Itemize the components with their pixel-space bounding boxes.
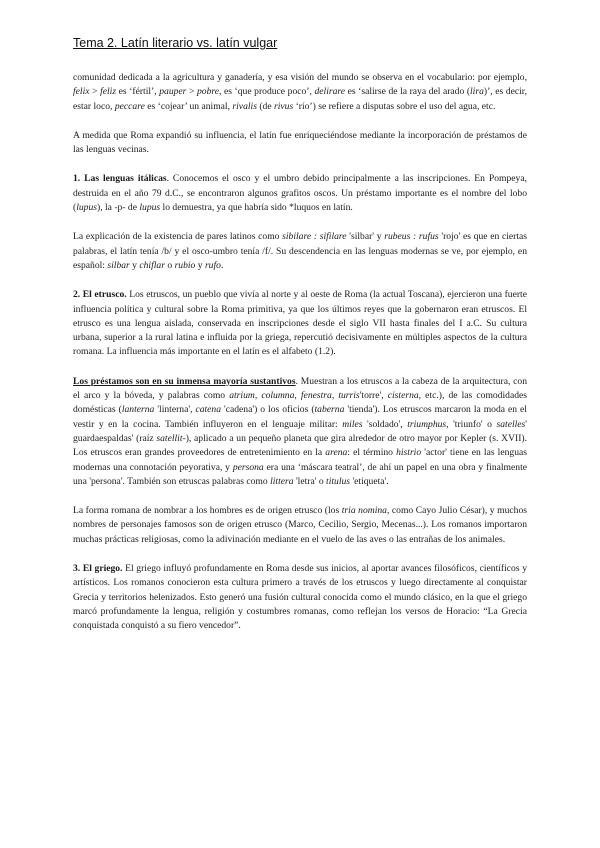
text-run: . Conocemos el osco y el umbro debido principalmente a las inscripciones. En Pompeya, destruida en el año 79 d.C., se encontraron algunos grafitos oscos. Un préstamo importante es el nombre del lobo ( (73, 173, 527, 214)
text-run: , 'triunfo' o (446, 418, 497, 430)
paragraph-nombres-romanos (73, 504, 527, 547)
emphasis-run: satelles (496, 418, 526, 430)
emphasis-run: catena (195, 404, 222, 416)
emphasis-run: rufo (204, 259, 221, 271)
emphasis-run: titulus (326, 475, 351, 487)
text-run: , (294, 390, 301, 402)
text-run: es ‘fértil’, (116, 86, 160, 98)
text-run: 'silbar' y (346, 231, 385, 243)
emphasis-run: taberna (314, 404, 345, 416)
text-run: 'tienda'). Los etruscos marcaron la moda en el vestir y en la cocina. También influyeron en el lenguaje militar: (73, 404, 527, 430)
text-run: ' guardaespaldas' (raíz (73, 418, 528, 444)
text-run: 'actor' tiene en las lenguas modernas una connotación peyorativa, y (73, 447, 527, 473)
text-run: > (89, 86, 101, 98)
emphasis-run: arena (325, 447, 348, 459)
text-run: . Muestran a los etruscos a la cabeza de la arquitectura, con el arco y la bóveda, y palabras como (73, 375, 528, 402)
paragraph-griego (73, 562, 527, 633)
text-run: )’, es decir, estar loco, (73, 86, 528, 112)
text-run: comunidad dedicada a la agricultura y ganadería, y esa visión del mundo se observa en el vocabulario: por ejemplo, (73, 72, 527, 83)
emphasis-run: chiflar (139, 259, 165, 271)
paragraph-lenguas-italicas (73, 172, 527, 215)
document-body (73, 71, 527, 634)
document-title: Tema 2. Latín literario vs. latín vulgar (73, 36, 278, 50)
text-run: La forma romana de nombrar a los hombres es de origen etrusco (los (73, 505, 342, 517)
paragraph-pares-latinos (73, 230, 527, 273)
text-run: El griego influyó profundamente en Roma desde sus inicios, al aportar avances filosóficos, científicos y artísticos. Los romanos conocieron esta cultura primero a través de los etruscos y luego directamente al conquistar Grecia y territorios helenizados. Esto generó una fusión cultural conocida como el mundo clásico, en la que el griego marcó profundamente la lengua, religión y costumbres romanas, como reflejan los versos de Horacio: “La Grecia conquistada conquistó a su fiero vencedor”. (73, 563, 527, 632)
emphasis-run: rivalis (232, 100, 257, 112)
emphasis-run: histrio (396, 447, 422, 459)
emphasis-run: columna (261, 390, 295, 402)
text-run: 'soldado', (362, 418, 408, 430)
text-run: A medida que Roma expandió su influencia, el latín fue enriqueciéndose mediante la incorporación de préstamos de las lenguas vecinas. (73, 129, 527, 156)
emphasis-run: triumphus (407, 418, 447, 430)
text-run: y (129, 259, 140, 271)
text-run: 'linterna', (154, 404, 196, 416)
text-run: y (195, 259, 205, 271)
emphasis-run: atrium (229, 390, 255, 402)
text-run: o (164, 259, 175, 271)
emphasis-run: turris (338, 390, 360, 402)
emphasis-run: lupus (139, 202, 161, 214)
emphasis-run: 1. Las lenguas itálicas (73, 173, 167, 185)
emphasis-run: lanterna (121, 404, 155, 416)
emphasis-run: cisterna (387, 390, 419, 402)
text-run: 'cadena') o los oficios ( (221, 404, 315, 416)
text-run: 'etiqueta'. (350, 475, 389, 487)
text-run: : el término (347, 447, 397, 459)
emphasis-run: rubio (174, 259, 196, 271)
emphasis-run: rivus (273, 100, 294, 112)
text-run: La explicación de la existencia de pares latinos como (73, 231, 283, 243)
emphasis-run: persona (232, 461, 264, 473)
emphasis-run: felix (73, 86, 90, 98)
text-run: (de (256, 100, 274, 112)
text-run: ), la -p- de (97, 202, 140, 214)
text-run: , etc.), de las comodidades domésticas ( (73, 390, 528, 416)
text-run: ), aplicado a un pequeño planeta que gira alrededor de otro mayor por Kepler (s. XVII). Los etruscos eran grandes proveedores de entretenimiento en la (73, 432, 527, 459)
emphasis-run: tria nomina (341, 505, 387, 517)
paragraph-etrusco (73, 288, 527, 359)
text-run: 'torre', (359, 390, 388, 402)
emphasis-run: fenestra (300, 390, 332, 402)
text-run: Los etruscos, un pueblo que vivía al norte y al oeste de Roma (la actual Toscana), ejercieron una fuerte influencia política y cultural sobre la Roma primitiva, ya que los últimos reyes que la gobernaron eran etruscos. El etrusco es una lengua aislada, conservada en inscripciones desde el siglo VII hasta finales del I a.C. Su cultura urbana, superior a la rural latina e influida por la griega, repercutió decisivamente en múltiples aspectos de la cultura romana. La influencia más importante en el latín es el alfabeto (1.2). (73, 289, 527, 358)
emphasis-run: pauper (159, 86, 187, 98)
text-run: es ‘salirse de la raya del arado ( (345, 86, 471, 98)
emphasis-run: feliz (100, 86, 117, 98)
text-run: 'rojo' es que en ciertas palabras, el latín tenía /b/ y el osco-umbro tenía /f/. Su descendencia en las lenguas modernas se ve, por ejemplo, en español: (73, 231, 527, 271)
paragraph-prestamos-intro (73, 129, 527, 158)
emphasis-run: lupus (76, 202, 97, 214)
text-run: . (220, 259, 224, 271)
emphasis-run: 2. El etrusco. (73, 289, 127, 301)
emphasis-run: silbar (107, 259, 130, 271)
text-run: era una ‘máscara teatral’, de ahí un papel en una obra y finalmente una 'persona'. También son etruscas palabras como (73, 461, 527, 487)
emphasis-run: lira (470, 86, 484, 98)
emphasis-run: sibilare : sifilare (282, 231, 347, 243)
text-run: ‘río’) se refiere a disputas sobre el uso del agua, etc. (293, 100, 496, 112)
paragraph-prestamos-etruscos (73, 375, 527, 489)
emphasis-run: littera (270, 475, 294, 487)
text-run: , como Cayo Julio César), y muchos nombres de personajes famosos son de origen etrusco (Marco, Cecilio, Sergio, Mecenas...). Los romanos importaron muchas prácticas religiosas, como la adivinación mediante en el vuelo de las aves o las entrañas de los animales. (73, 505, 528, 545)
emphasis-run: 3. El griego. (73, 563, 123, 575)
emphasis-run: miles (342, 418, 363, 430)
emphasis-run: delirare (314, 86, 346, 98)
emphasis-run: pobre (196, 86, 220, 98)
emphasis-run: satellit- (156, 432, 186, 444)
text-run: > (186, 86, 197, 98)
text-run: , (254, 390, 262, 402)
text-run: lo demuestra, ya que habría sido *luquos en latín. (160, 202, 353, 214)
paragraph-vocabulario (73, 71, 527, 114)
emphasis-run: rubeus : rufus (384, 231, 439, 243)
text-run: , es ‘que produce poco’, (219, 86, 315, 98)
emphasis-run: peccare (114, 100, 145, 112)
text-run: es ‘cojear’ un animal, (144, 100, 233, 112)
emphasis-run: Los préstamos son en su inmensa mayoría sustantivos (73, 375, 296, 387)
text-run: 'letra' o (293, 475, 327, 487)
text-run: , (331, 390, 339, 402)
